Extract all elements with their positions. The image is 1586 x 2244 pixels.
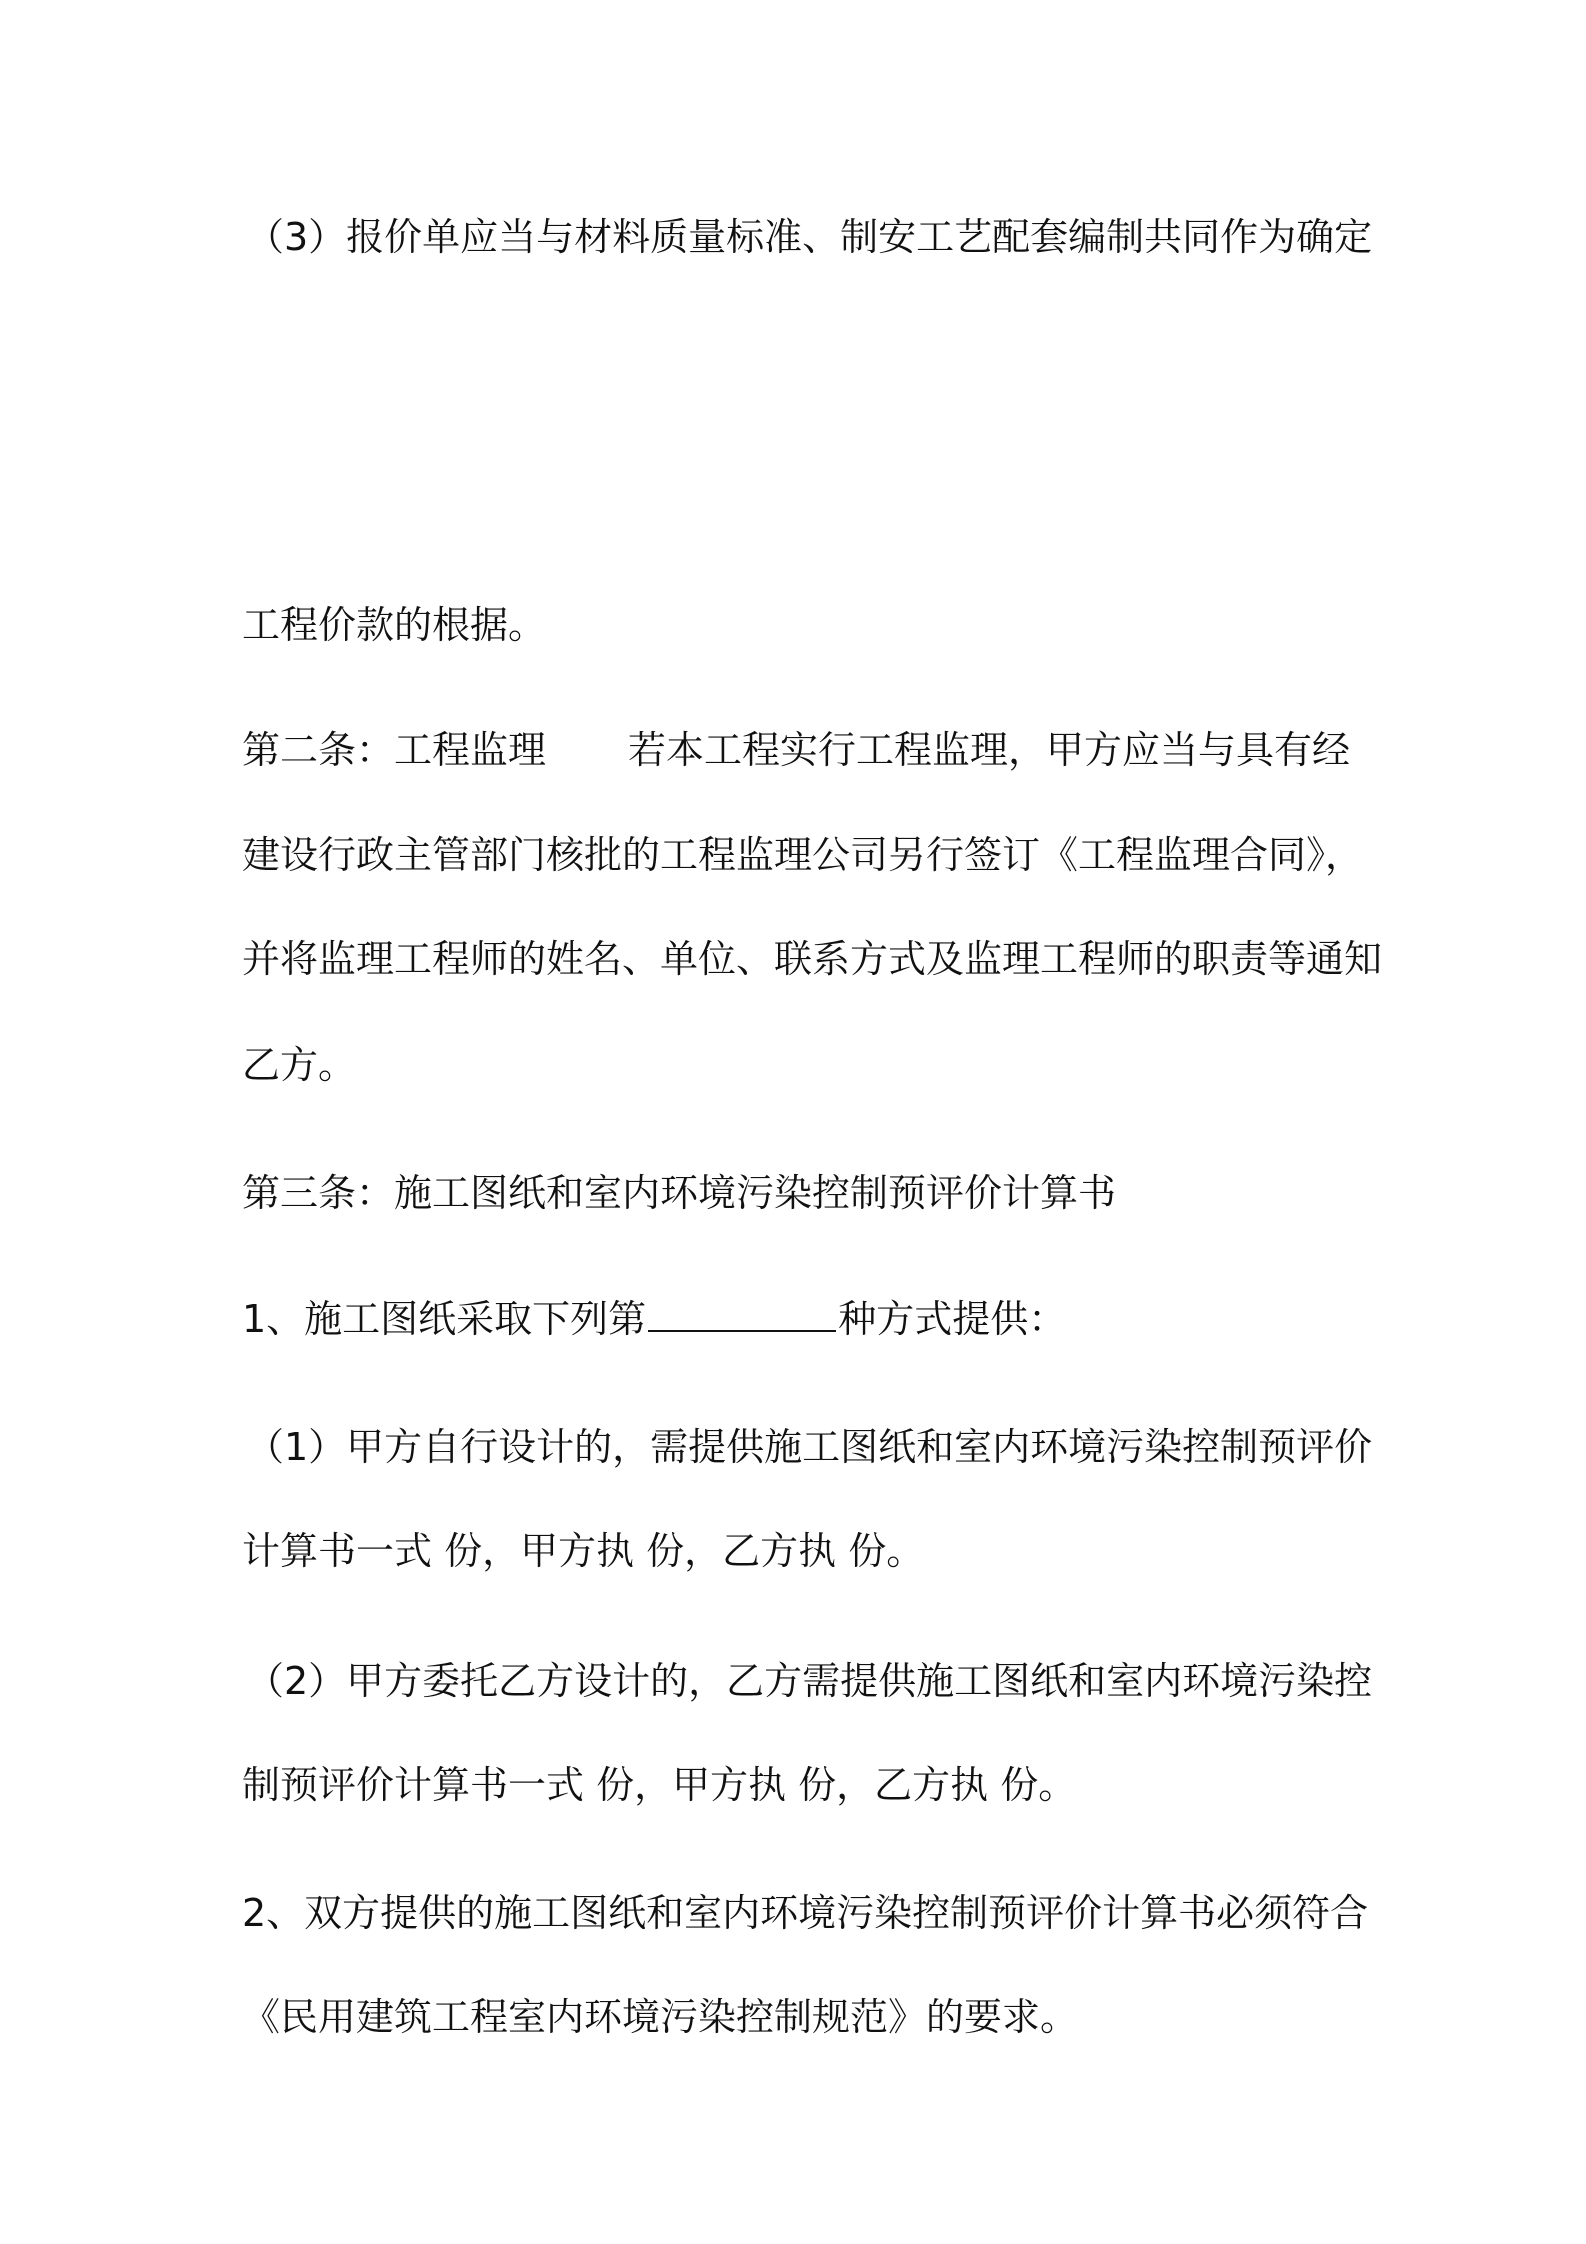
article-2-heading: 第二条：工程监理 [242,728,547,772]
paragraph-line: 并将监理工程师的姓名、单位、联系方式及监理工程师的职责等通知 [242,937,1383,981]
article-2-text: 若本工程实行工程监理，甲方应当与具有经 [628,728,1351,772]
article-3-heading: 第三条：施工图纸和室内环境污染控制预评价计算书 [242,1171,1117,1215]
fill-in-blank [648,1292,836,1332]
paragraph-line: 制预评价计算书一式 份，甲方执 份，乙方执 份。 [242,1763,1077,1807]
paragraph-line: 2、双方提供的施工图纸和室内环境污染控制预评价计算书必须符合 [242,1891,1369,1935]
paragraph-line: 建设行政主管部门核批的工程监理公司另行签订《工程监理合同》， [242,833,1364,877]
paragraph-line: 计算书一式 份，甲方执 份，乙方执 份。 [242,1529,925,1573]
article-2-line [242,725,1362,775]
paragraph-line: 《民用建筑工程室内环境污染控制规范》的要求。 [242,1995,1079,2039]
paragraph-line: （2）甲方委托乙方设计的，乙方需提供施工图纸和室内环境污染控 [246,1659,1373,1703]
item-1-prefix: 1、施工图纸采取下列第 [242,1297,647,1341]
paragraph-line: （1）甲方自行设计的，需提供施工图纸和室内环境污染控制预评价 [246,1425,1373,1469]
paragraph-line: （3）报价单应当与材料质量标准、制安工艺配套编制共同作为确定 [246,215,1373,259]
paragraph-line: 乙方。 [242,1043,357,1087]
item-1-line [242,1292,1362,1344]
item-1-suffix: 种方式提供： [838,1297,1067,1341]
paragraph-line: 工程价款的根据。 [242,603,547,647]
